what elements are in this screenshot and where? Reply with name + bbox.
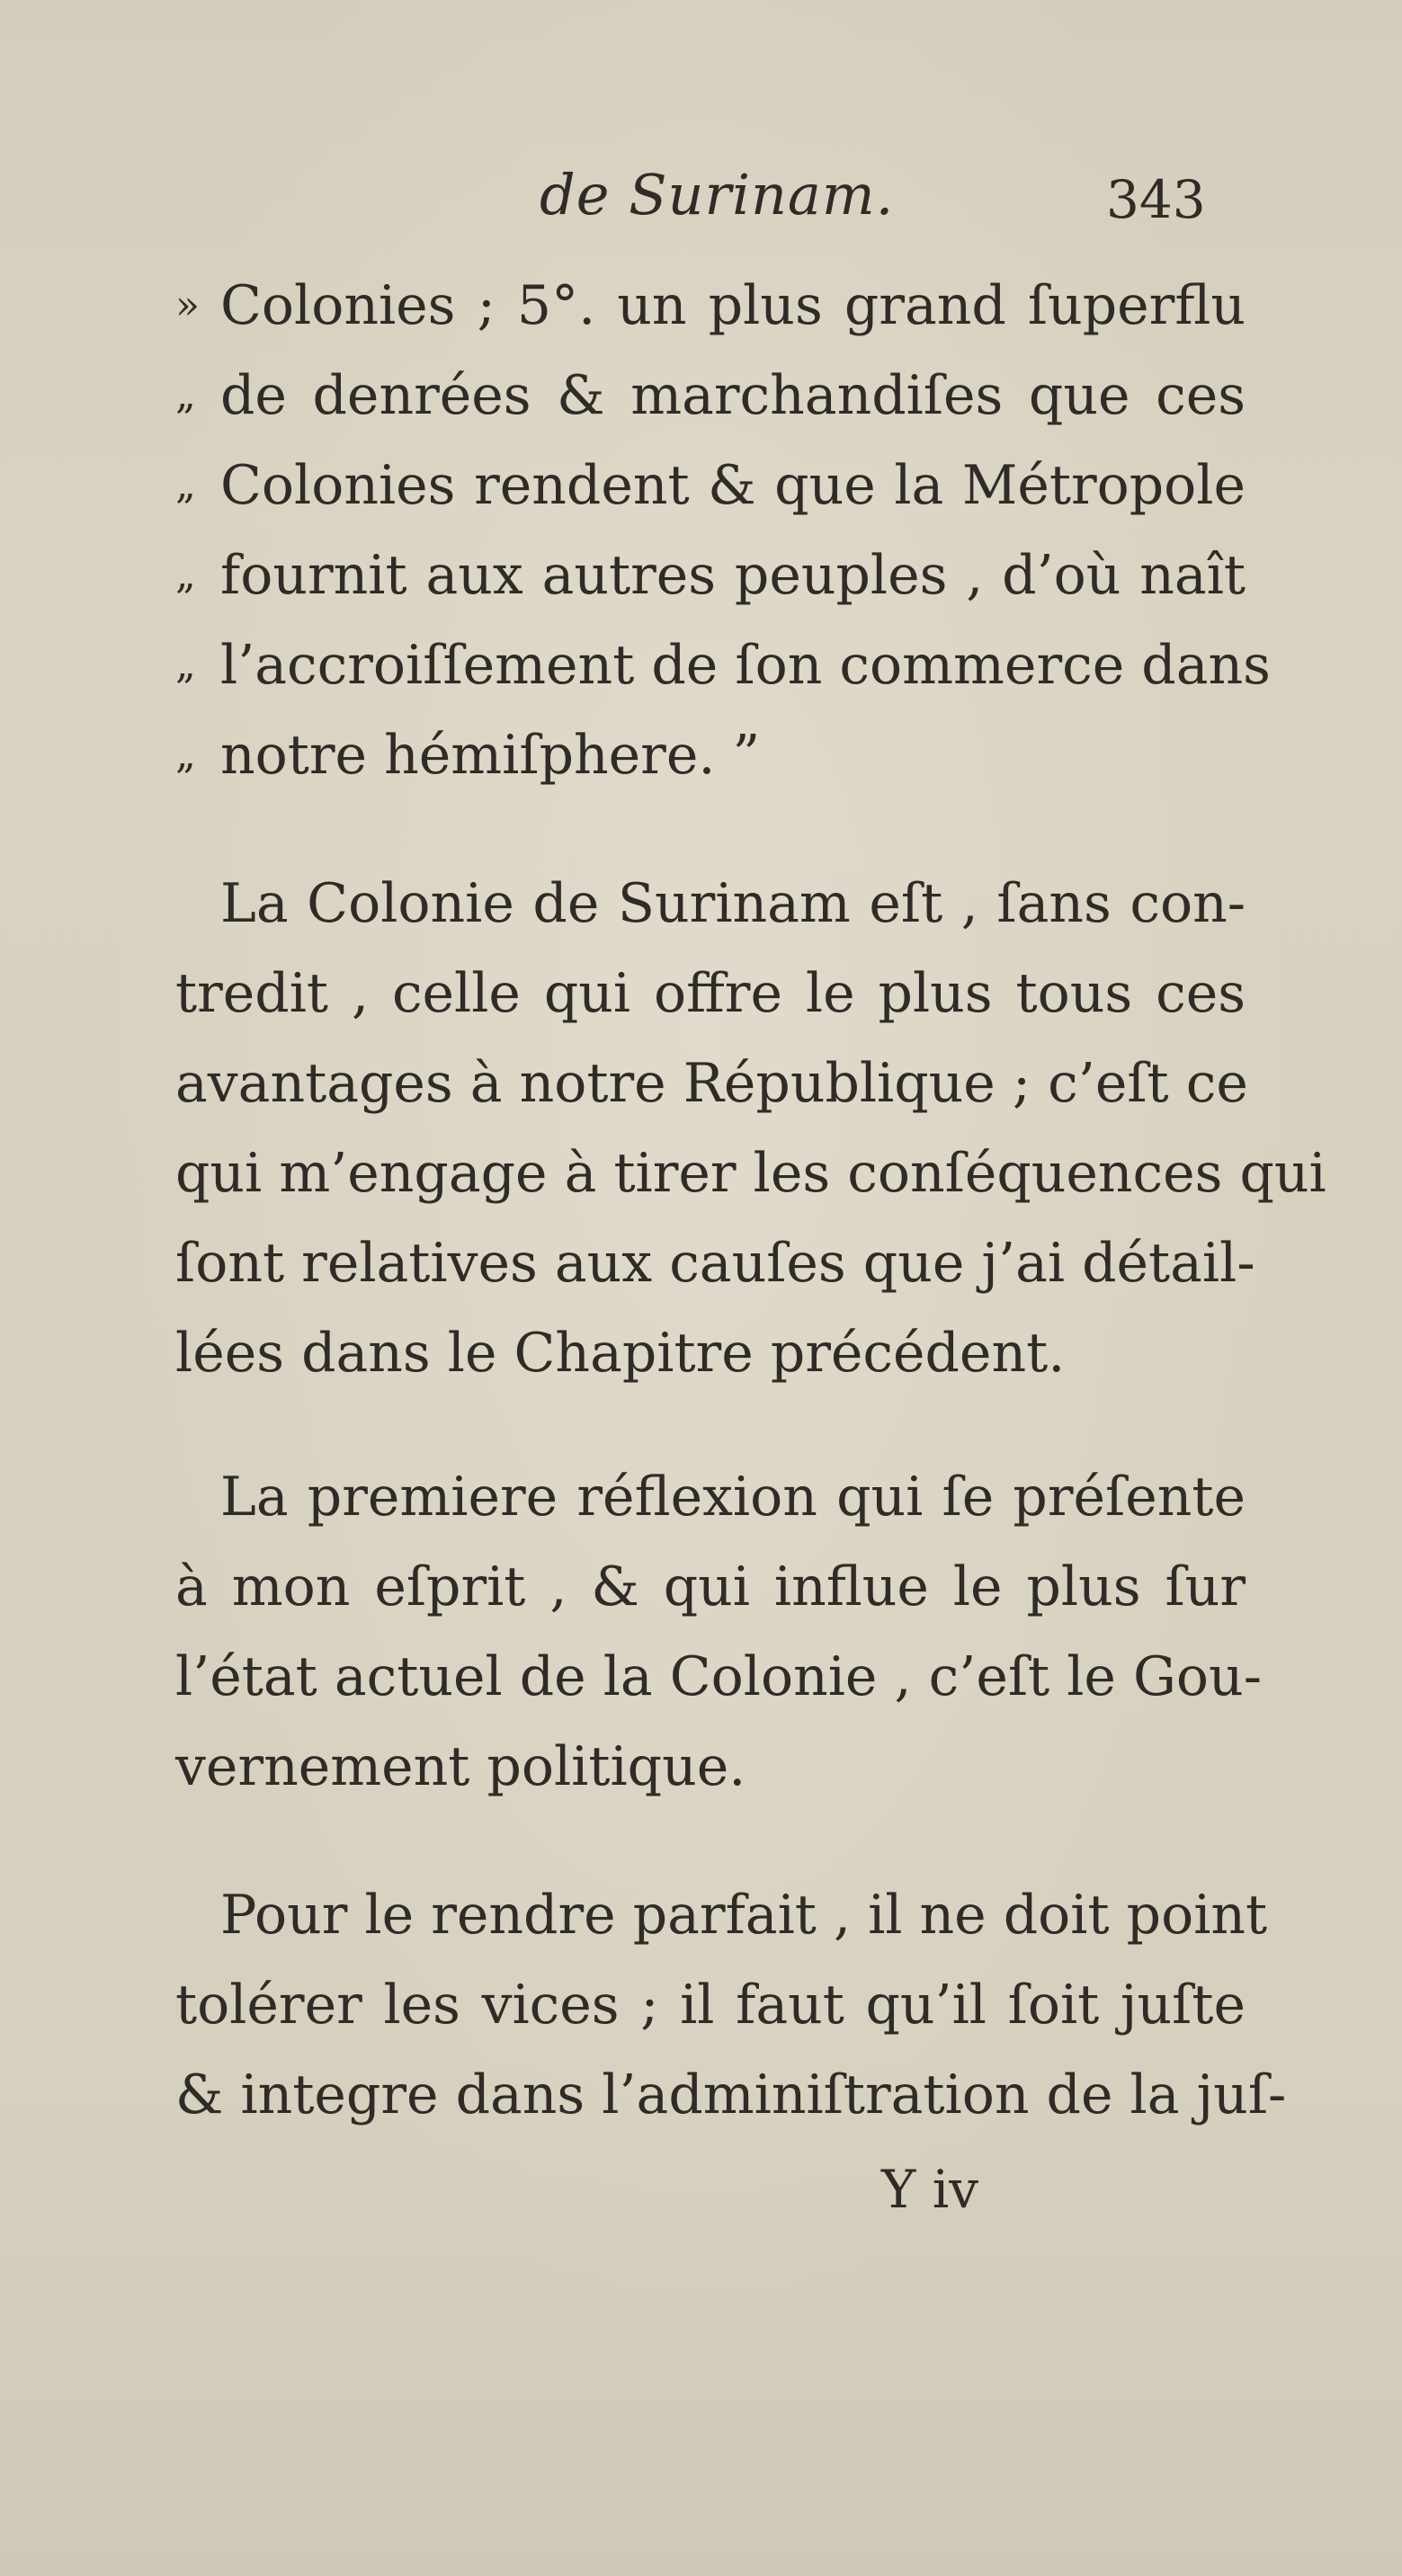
paragraph-line <box>0 949 1402 1038</box>
line-text: fournit aux autres peuples , d’où naît <box>220 544 1246 607</box>
page-number: 343 <box>1106 169 1206 230</box>
quoted-line <box>0 441 1402 530</box>
quote-mark: „ <box>175 372 196 418</box>
quoted-line <box>0 351 1402 441</box>
paragraph-line <box>0 859 1402 949</box>
paragraph-line <box>0 1128 1402 1218</box>
line-text: & integre dans l’adminiſtration de la juſ- <box>175 2063 1287 2126</box>
page-header <box>0 162 1402 243</box>
line-text: La premiere réflexion qui ſe préſente <box>220 1466 1246 1529</box>
line-text: tredit , celle qui offre le plus tous ces <box>175 962 1246 1025</box>
line-text: Colonies rendent & que la Métropole <box>220 454 1246 517</box>
paragraph-line <box>0 1218 1402 1308</box>
paragraph-line <box>0 2050 1402 2140</box>
quote-mark: » <box>175 282 200 328</box>
paragraph-line <box>0 1038 1402 1128</box>
line-text: l’accroiſſement de ſon commerce dans <box>220 634 1271 697</box>
paragraph-line <box>0 1452 1402 1542</box>
paragraph-line <box>0 1632 1402 1722</box>
quoted-line <box>0 261 1402 351</box>
signature-mark: Y iv <box>881 2159 979 2220</box>
line-text: Pour le rendre parfait , il ne doit point <box>220 1884 1268 1947</box>
line-text: avantages à notre République ; c’eſt ce <box>175 1052 1248 1115</box>
line-text: notre hémiſphere. ” <box>220 724 761 787</box>
paragraph-line <box>0 1960 1402 2050</box>
quote-mark: „ <box>175 642 196 688</box>
quote-mark: „ <box>175 462 196 508</box>
line-text: de denrées & marchandiſes que ces <box>220 364 1246 427</box>
line-text: La Colonie de Surinam eſt , ſans con- <box>220 872 1246 935</box>
paragraph-line <box>0 1870 1402 1960</box>
line-text: qui m’engage à tirer les conſéquences qui <box>175 1142 1326 1205</box>
line-text: à mon eſprit , & qui influe le plus ſur <box>175 1555 1246 1618</box>
quote-mark: „ <box>175 552 196 598</box>
line-text: Colonies ; 5°. un plus grand ſuperflu <box>220 274 1246 337</box>
paragraph-line <box>0 1722 1402 1812</box>
line-text: vernement politique. <box>175 1735 746 1798</box>
quoted-line <box>0 530 1402 620</box>
paragraph-line <box>0 1308 1402 1398</box>
line-text: lées dans le Chapitre précédent. <box>175 1322 1066 1385</box>
signature-line <box>0 2144 1402 2234</box>
quote-mark: „ <box>175 732 196 778</box>
line-text: tolérer les vices ; il faut qu’il ſoit juſte <box>175 1974 1246 2037</box>
line-text: ſont relatives aux cauſes que j’ai détail- <box>175 1232 1255 1295</box>
quoted-line <box>0 620 1402 710</box>
paragraph-line <box>0 1542 1402 1632</box>
running-head: de Surinam. <box>540 162 895 227</box>
line-text: l’état actuel de la Colonie , c’eſt le Gou- <box>175 1645 1262 1708</box>
quoted-line <box>0 710 1402 800</box>
